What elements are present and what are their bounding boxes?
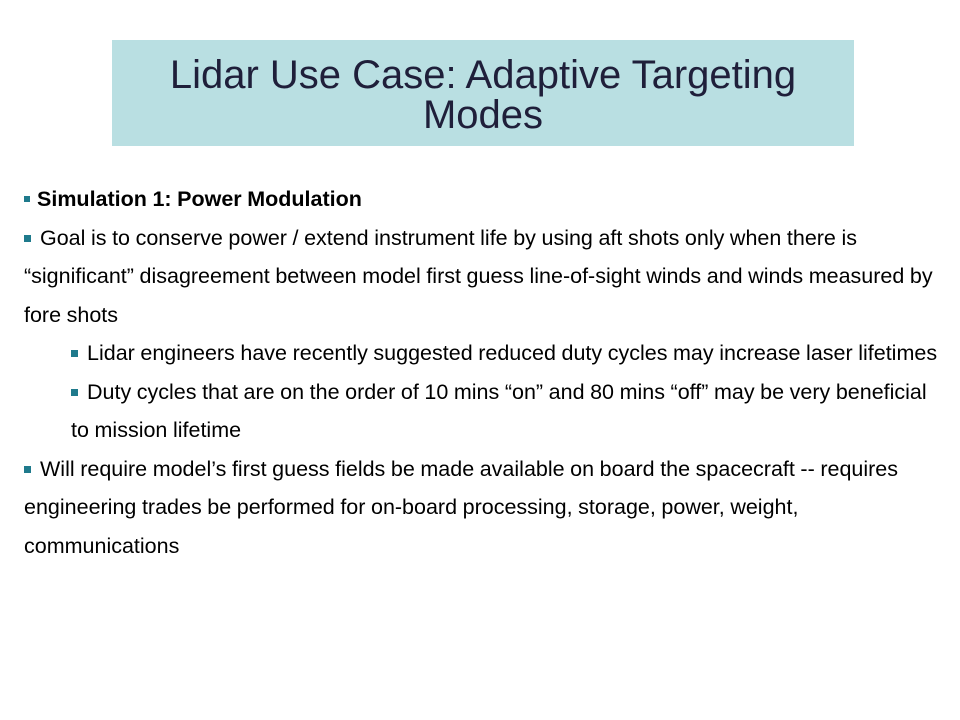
bullet-text: Duty cycles that are on the order of 10 mins “on” and 80 mins “off” may be very beneficial to mission lifetime bbox=[71, 379, 927, 442]
bullet-text: Simulation 1: Power Modulation bbox=[37, 187, 362, 211]
bullet-text: Will require model’s first guess fields be made available on board the spacecraft -- requires engineering trades be performed for on-board processing, storage, power, weight, communications bbox=[24, 456, 899, 558]
bullet-text: Goal is to conserve power / extend instrument life by using aft shots only when there is “significant” disagreement between model first guess line-of-sight winds and winds measured by fore shots bbox=[24, 225, 933, 327]
square-bullet-icon bbox=[24, 196, 30, 202]
bullet-text: Lidar engineers have recently suggested reduced duty cycles may increase laser lifetimes bbox=[87, 341, 938, 365]
sub-bullet-item-duty-cycles bbox=[24, 334, 944, 373]
square-bullet-icon bbox=[24, 235, 31, 242]
slide-body bbox=[24, 180, 944, 565]
bullet-item-simulation bbox=[24, 180, 944, 219]
square-bullet-icon bbox=[71, 389, 78, 396]
bullet-item-goal bbox=[24, 219, 944, 335]
square-bullet-icon bbox=[71, 350, 78, 357]
slide-title: Lidar Use Case: Adaptive Targeting Modes bbox=[169, 53, 797, 137]
square-bullet-icon bbox=[24, 466, 31, 473]
bullet-item-requirements bbox=[24, 450, 944, 566]
sub-bullet-item-duty-cycle-durations bbox=[24, 373, 944, 450]
title-banner bbox=[112, 40, 854, 146]
